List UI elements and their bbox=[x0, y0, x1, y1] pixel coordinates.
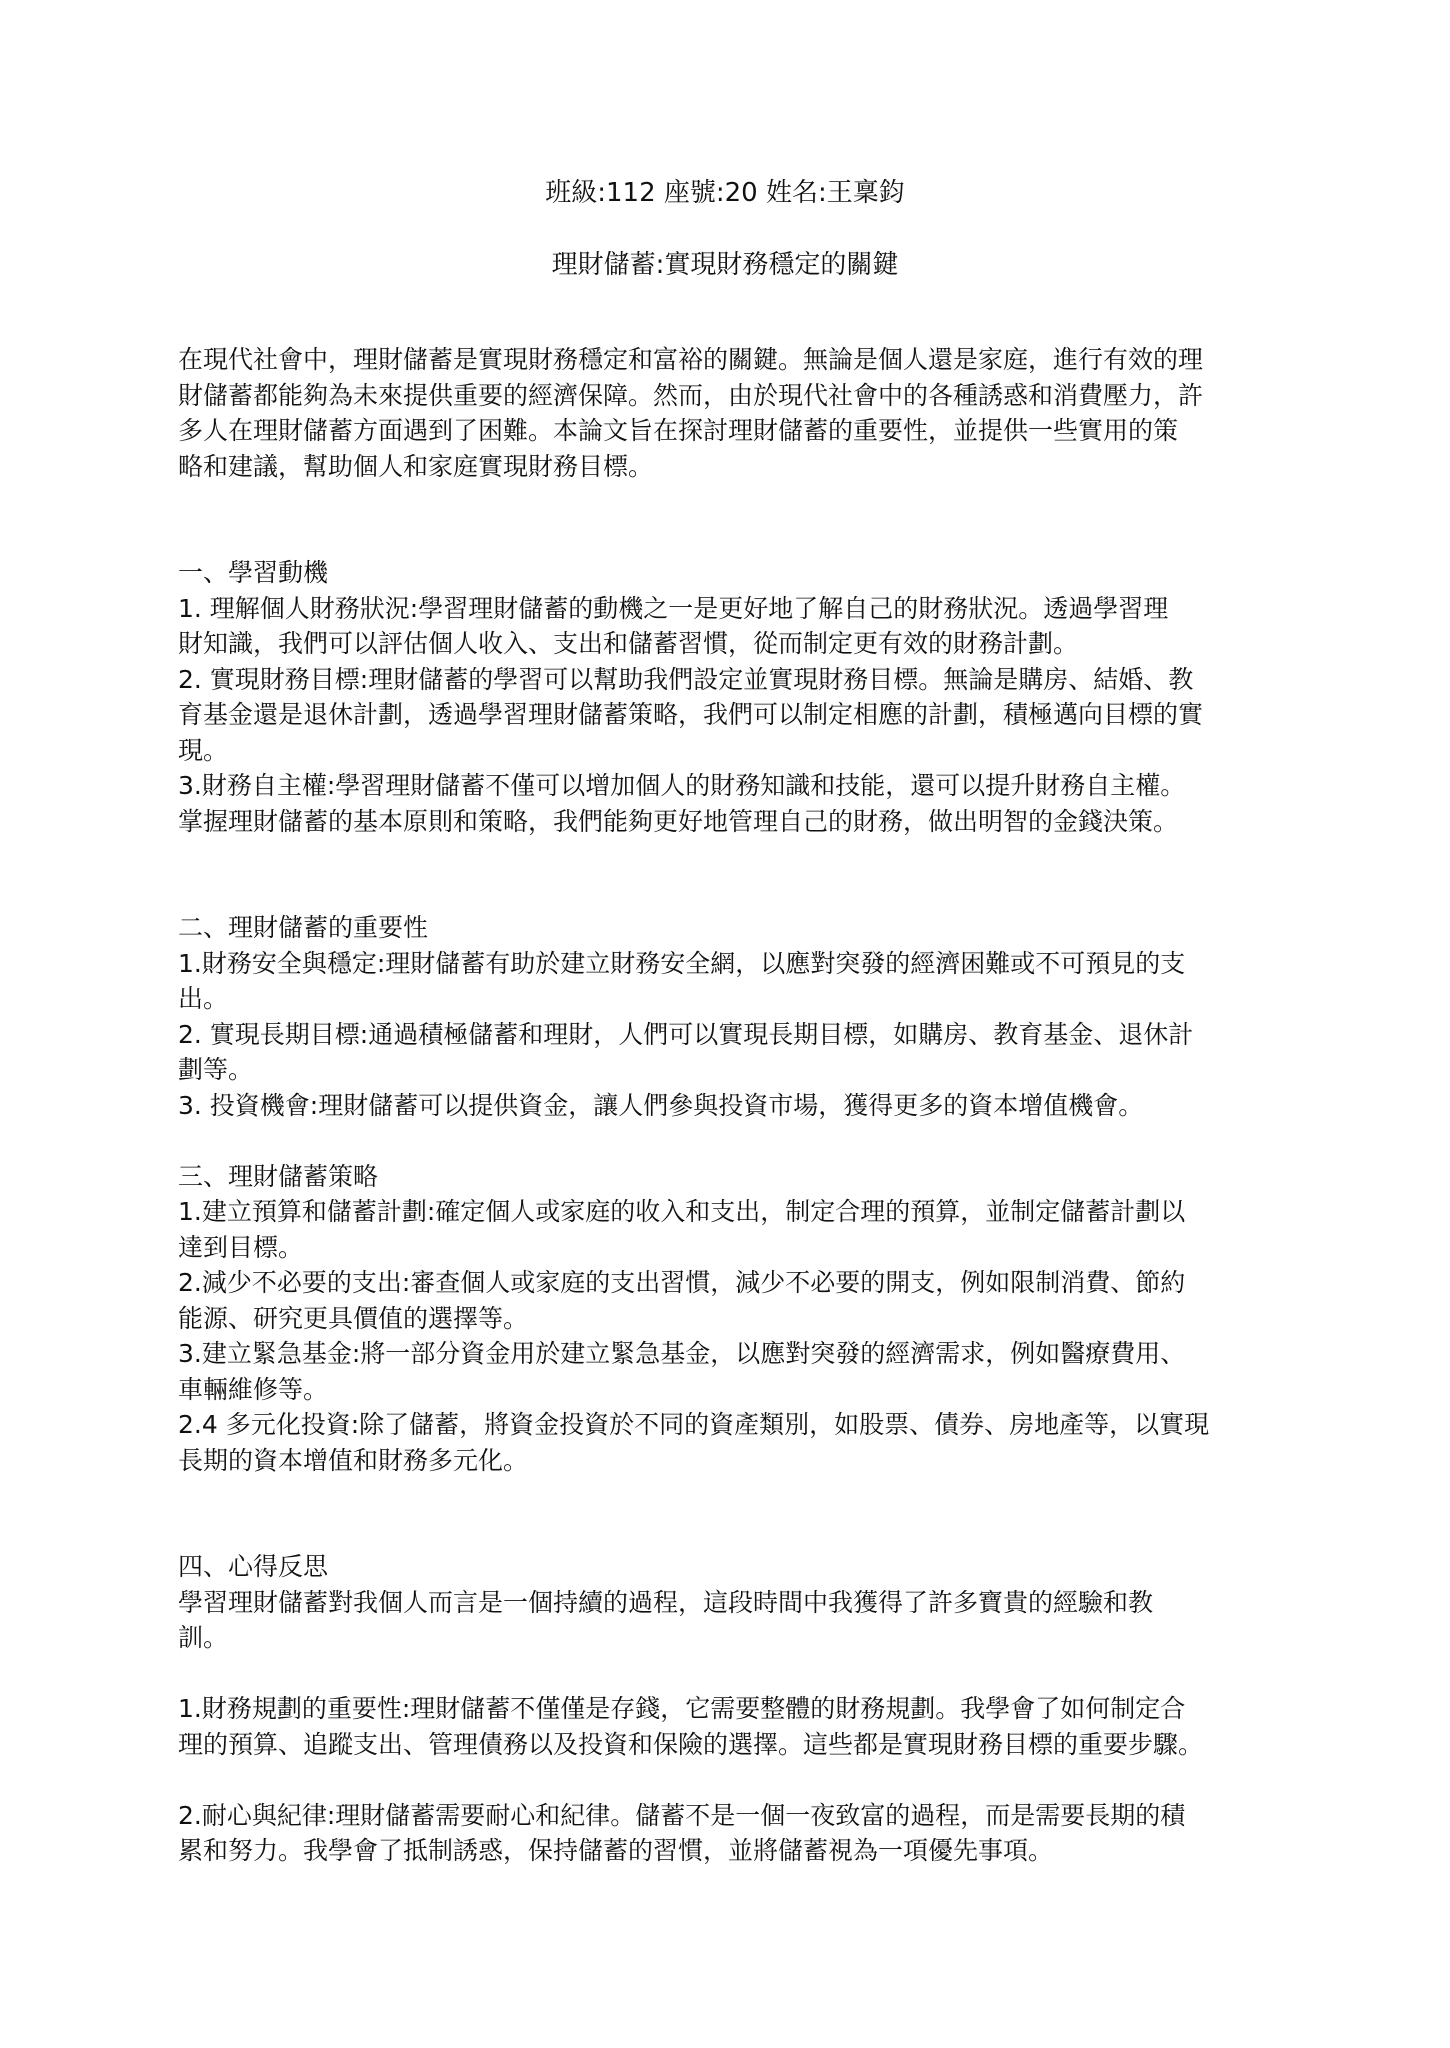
text-line: 在現代社會中，理財儲蓄是實現財務穩定和富裕的關鍵。無論是個人還是家庭，進行有效的理 bbox=[178, 345, 1204, 374]
text-line: 2.耐心與紀律:理財儲蓄需要耐心和紀律。儲蓄不是一個一夜致富的過程，而是需要長期的積 bbox=[178, 1800, 1186, 1830]
document-title: 理財儲蓄:實現財務穩定的關鍵 bbox=[551, 250, 899, 280]
text-line: 3. 投資機會:理財儲蓄可以提供資金，讓人們參與投資市場，獲得更多的資本增值機會。 bbox=[178, 1090, 1144, 1120]
text-line: 現。 bbox=[178, 735, 229, 765]
section-reflection bbox=[178, 1549, 1298, 1869]
text-line: 1.財務規劃的重要性:理財儲蓄不僅僅是存錢，它需要整體的財務規劃。我學會了如何制定合 bbox=[178, 1694, 1186, 1723]
text-line: 3.財務自主權:學習理財儲蓄不僅可以增加個人的財務知識和技能，還可以提升財務自主權。 bbox=[178, 771, 1186, 800]
text-line: 1.財務安全與穩定:理財儲蓄有助於建立財務安全網，以應對突發的經濟困難或不可預見的支 bbox=[178, 948, 1186, 978]
section-importance bbox=[178, 910, 1298, 1123]
text-line: 達到目標。 bbox=[178, 1232, 304, 1262]
section-heading: 二、理財儲蓄的重要性 bbox=[178, 913, 429, 942]
text-line: 訓。 bbox=[178, 1623, 229, 1652]
text-line: 略和建議，幫助個人和家庭實現財務目標。 bbox=[178, 451, 654, 481]
section-heading: 三、理財儲蓄策略 bbox=[178, 1161, 379, 1191]
text-line: 多人在理財儲蓄方面遇到了困難。本論文旨在探討理財儲蓄的重要性，並提供一些實用的策 bbox=[178, 416, 1179, 445]
text-line: 育基金還是退休計劃，透過學習理財儲蓄策略，我們可以制定相應的計劃，積極邁向目標的實 bbox=[178, 700, 1204, 729]
intro-paragraph bbox=[178, 342, 1298, 484]
text-line: 2.減少不必要的支出:審查個人或家庭的支出習慣，減少不必要的開支，例如限制消費、節約 bbox=[178, 1268, 1186, 1297]
student-info: 班級:112 座號:20 姓名:王稟鈞 bbox=[545, 178, 905, 208]
text-line: 能源、研究更具價值的選擇等。 bbox=[178, 1303, 529, 1333]
text-line: 長期的資本增值和財務多元化。 bbox=[178, 1445, 529, 1475]
text-line: 出。 bbox=[178, 984, 229, 1013]
section-learning-motivation bbox=[178, 555, 1298, 839]
text-line: 財儲蓄都能夠為未來提供重要的經濟保障。然而，由於現代社會中的各種誘惑和消費壓力，許 bbox=[178, 380, 1204, 410]
text-line: 車輛維修等。 bbox=[178, 1374, 329, 1404]
section-heading: 四、心得反思 bbox=[178, 1552, 329, 1581]
text-line: 掌握理財儲蓄的基本原則和策略，我們能夠更好地管理自己的財務，做出明智的金錢決策。 bbox=[178, 806, 1179, 836]
text-line: 2.4 多元化投資:除了儲蓄，將資金投資於不同的資產類別，如股票、債券、房地產等，以實現 bbox=[178, 1410, 1210, 1439]
text-line: 1.建立預算和儲蓄計劃:確定個人或家庭的收入和支出，制定合理的預算，並制定儲蓄計劃以 bbox=[178, 1197, 1186, 1226]
text-line: 理的預算、追蹤支出、管理債務以及投資和保險的選擇。這些都是實現財務目標的重要步驟。 bbox=[178, 1729, 1204, 1759]
text-line: 累和努力。我學會了抵制誘惑，保持儲蓄的習慣，並將儲蓄視為一項優先事項。 bbox=[178, 1836, 1054, 1865]
section-heading: 一、學習動機 bbox=[178, 558, 329, 587]
text-line: 2. 實現長期目標:通過積極儲蓄和理財，人們可以實現長期目標，如購房、教育基金、退休計 bbox=[178, 1019, 1194, 1049]
text-line: 學習理財儲蓄對我個人而言是一個持續的過程，這段時間中我獲得了許多寶貴的經驗和教 bbox=[178, 1587, 1154, 1617]
text-line: 2. 實現財務目標:理財儲蓄的學習可以幫助我們設定並實現財務目標。無論是購房、結婚、教 bbox=[178, 664, 1194, 694]
text-line: 劃等。 bbox=[178, 1055, 254, 1084]
text-line: 3.建立緊急基金:將一部分資金用於建立緊急基金，以應對突發的經濟需求，例如醫療費用、 bbox=[178, 1339, 1186, 1368]
text-line: 1. 理解個人財務狀況:學習理財儲蓄的動機之一是更好地了解自己的財務狀況。透過學習理 bbox=[178, 593, 1169, 623]
text-line: 財知識，我們可以評估個人收入、支出和儲蓄習慣，從而制定更有效的財務計劃。 bbox=[178, 629, 1079, 658]
document-body bbox=[178, 342, 1298, 1869]
section-strategies bbox=[178, 1159, 1298, 1479]
